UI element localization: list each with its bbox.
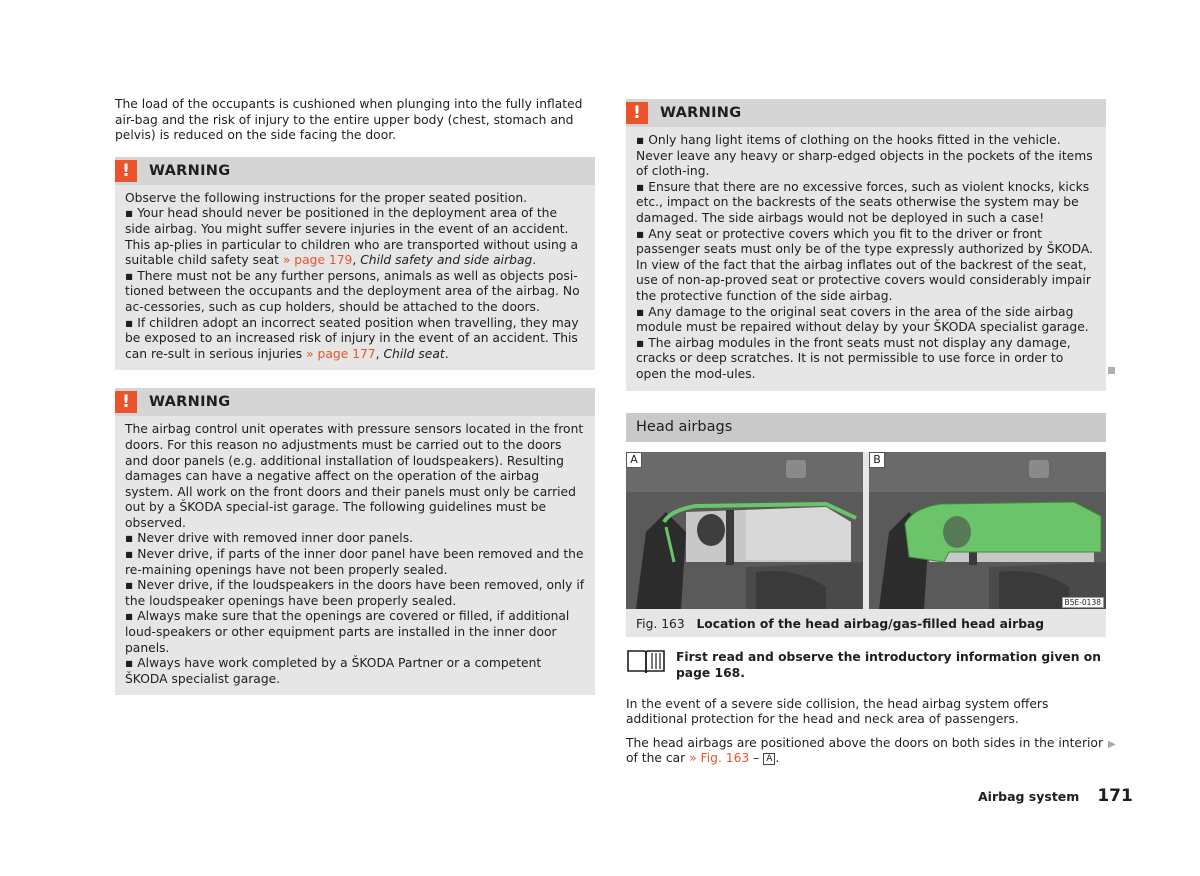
warning-box-seated-position <box>115 157 595 371</box>
warning-body <box>125 191 585 363</box>
page-link[interactable]: » page 177 <box>306 346 376 361</box>
car-interior-illustration-b <box>869 452 1106 609</box>
warning-lead: Observe the following instructions for the proper seated position. <box>125 190 528 205</box>
paragraph-head-airbag-location: The head airbags are positioned above the doors on both sides in the interior of the car » Fig. 163 – A . <box>626 735 1104 766</box>
warning-box-side-airbag <box>626 99 1106 391</box>
section-end-marker <box>1108 367 1115 374</box>
warning-title: WARNING <box>149 394 231 411</box>
introductory-note-text: First read and observe the introductory information given on page 168. <box>676 649 1101 680</box>
warning-bullet: ▪ Never drive with removed inner door panels. <box>125 531 585 547</box>
figure-code: B5E-0138 <box>1062 597 1104 608</box>
warning-title: WARNING <box>149 162 231 179</box>
figure-link[interactable]: » Fig. 163 <box>689 751 750 766</box>
warning-bullet: ▪ Ensure that there are no excessive forces, such as violent knocks, kicks etc., impact on the backrests of the seats otherwise the system may be damaged. The side airbags would not be deployed in such a case! <box>636 180 1096 227</box>
warning-header <box>626 99 1106 127</box>
left-column <box>115 97 595 695</box>
figure-label-a: A <box>626 452 642 468</box>
introductory-note <box>626 647 1106 681</box>
continue-arrow-icon: ▶ <box>1108 739 1116 750</box>
open-book-icon <box>626 647 666 675</box>
page-footer <box>978 786 1133 806</box>
figure-images <box>626 452 1106 609</box>
warning-bullet: ▪ Never drive, if the loudspeakers in the doors have been removed, only if the loudspeaker openings have been properly sealed. <box>125 578 585 609</box>
warning-box-door-sensors <box>115 388 595 695</box>
section-heading: Head airbags <box>626 413 1106 442</box>
warning-bullet: ▪ Your head should never be positioned in the deployment area of the side airbag. You might suffer severe injuries in the event of an accident. This ap-plies in particular to children who are transported without using a suitable child safety seat » page 179, Child safety and side airbag. <box>125 206 585 268</box>
figure-number: Fig. 163 <box>636 616 685 631</box>
warning-bullet: ▪ The airbag modules in the front seats must not display any damage, cracks or deep scratches. It is not permissible to use force in order to open the mod-ules. <box>636 336 1096 383</box>
warning-bullet: ▪ Only hang light items of clothing on the hooks fitted in the vehicle. Never leave any heavy or sharp-edged objects in the pockets of the items of cloth-ing. <box>636 133 1096 180</box>
figure-label-reference: A <box>763 753 775 765</box>
figure-caption <box>626 609 1106 631</box>
figure-label-b: B <box>869 452 885 468</box>
page-link[interactable]: » page 179 <box>282 253 353 268</box>
reference-title: Child seat <box>383 346 445 361</box>
exclamation-icon: ! <box>626 102 648 124</box>
intro-paragraph: The load of the occupants is cushioned when plunging into the fully inflated air-bag and the risk of injury to the entire upper body (chest, stomach and pelvis) is reduced on the side facing the door. <box>115 97 583 143</box>
reference-title: Child safety and side airbag <box>360 253 533 268</box>
figure-caption-text: Location of the head airbag/gas-filled head airbag <box>696 616 1045 631</box>
figure-163 <box>626 452 1106 637</box>
figure-panel-a <box>626 452 863 609</box>
warning-body <box>636 133 1096 383</box>
right-column <box>626 99 1106 767</box>
warning-header <box>115 388 595 416</box>
warning-bullet: ▪ Any damage to the original seat covers in the area of the side airbag module must be repaired without delay by your ŠKODA specialist garage. <box>636 305 1096 336</box>
footer-section-name: Airbag system <box>978 789 1080 804</box>
warning-bullet: ▪ If children adopt an incorrect seated position when travelling, they may be exposed to an increased risk of injury in the event of an accident. This can re-sult in serious injuries » page 177, Child seat. <box>125 316 585 363</box>
warning-header <box>115 157 595 185</box>
warning-bullet: ▪ Never drive, if parts of the inner door panel have been removed and the re-maining openings have not been properly sealed. <box>125 547 585 578</box>
paragraph-head-airbag-protection: In the event of a severe side collision, the head airbag system offers additional protection for the head and neck area of passengers. <box>626 696 1049 727</box>
warning-bullet: ▪ Any seat or protective covers which you fit to the driver or front passenger seats must only be of the type expressly authorized by ŠKODA. In view of the fact that the airbag inflates out of the backrest of the seat, use of non-ap-proved seat or protective covers would considerably impair the protective function of the side airbag. <box>636 227 1096 305</box>
figure-panel-b <box>869 452 1106 609</box>
warning-bullet: ▪ Always have work completed by a ŠKODA Partner or a competent ŠKODA specialist garage. <box>125 656 585 687</box>
warning-lead: The airbag control unit operates with pressure sensors located in the front doors. For this reason no adjustments must be carried out to the doors and door panels (e.g. additional installation of loudspeakers). Resulting damages can have a negative affect on the operation of the airbag system. All work on the front doors and their panels must only be carried out by a ŠKODA special-ist garage. The following guidelines must be observed. <box>125 422 584 530</box>
warning-body <box>125 422 585 687</box>
exclamation-icon: ! <box>115 160 137 182</box>
warning-bullet: ▪ Always make sure that the openings are covered or filled, if additional loud-speakers or other equipment parts are installed in the inner door panels. <box>125 609 585 656</box>
car-interior-illustration-a <box>626 452 863 609</box>
warning-title: WARNING <box>660 105 742 121</box>
warning-bullet: ▪ There must not be any further persons, animals as well as objects posi-tioned between the occupants and the deployment area of the airbag. No ac-cessories, such as cup holders, should be attached to the doors. <box>125 269 585 316</box>
page-number: 171 <box>1097 786 1133 806</box>
exclamation-icon: ! <box>115 391 137 413</box>
